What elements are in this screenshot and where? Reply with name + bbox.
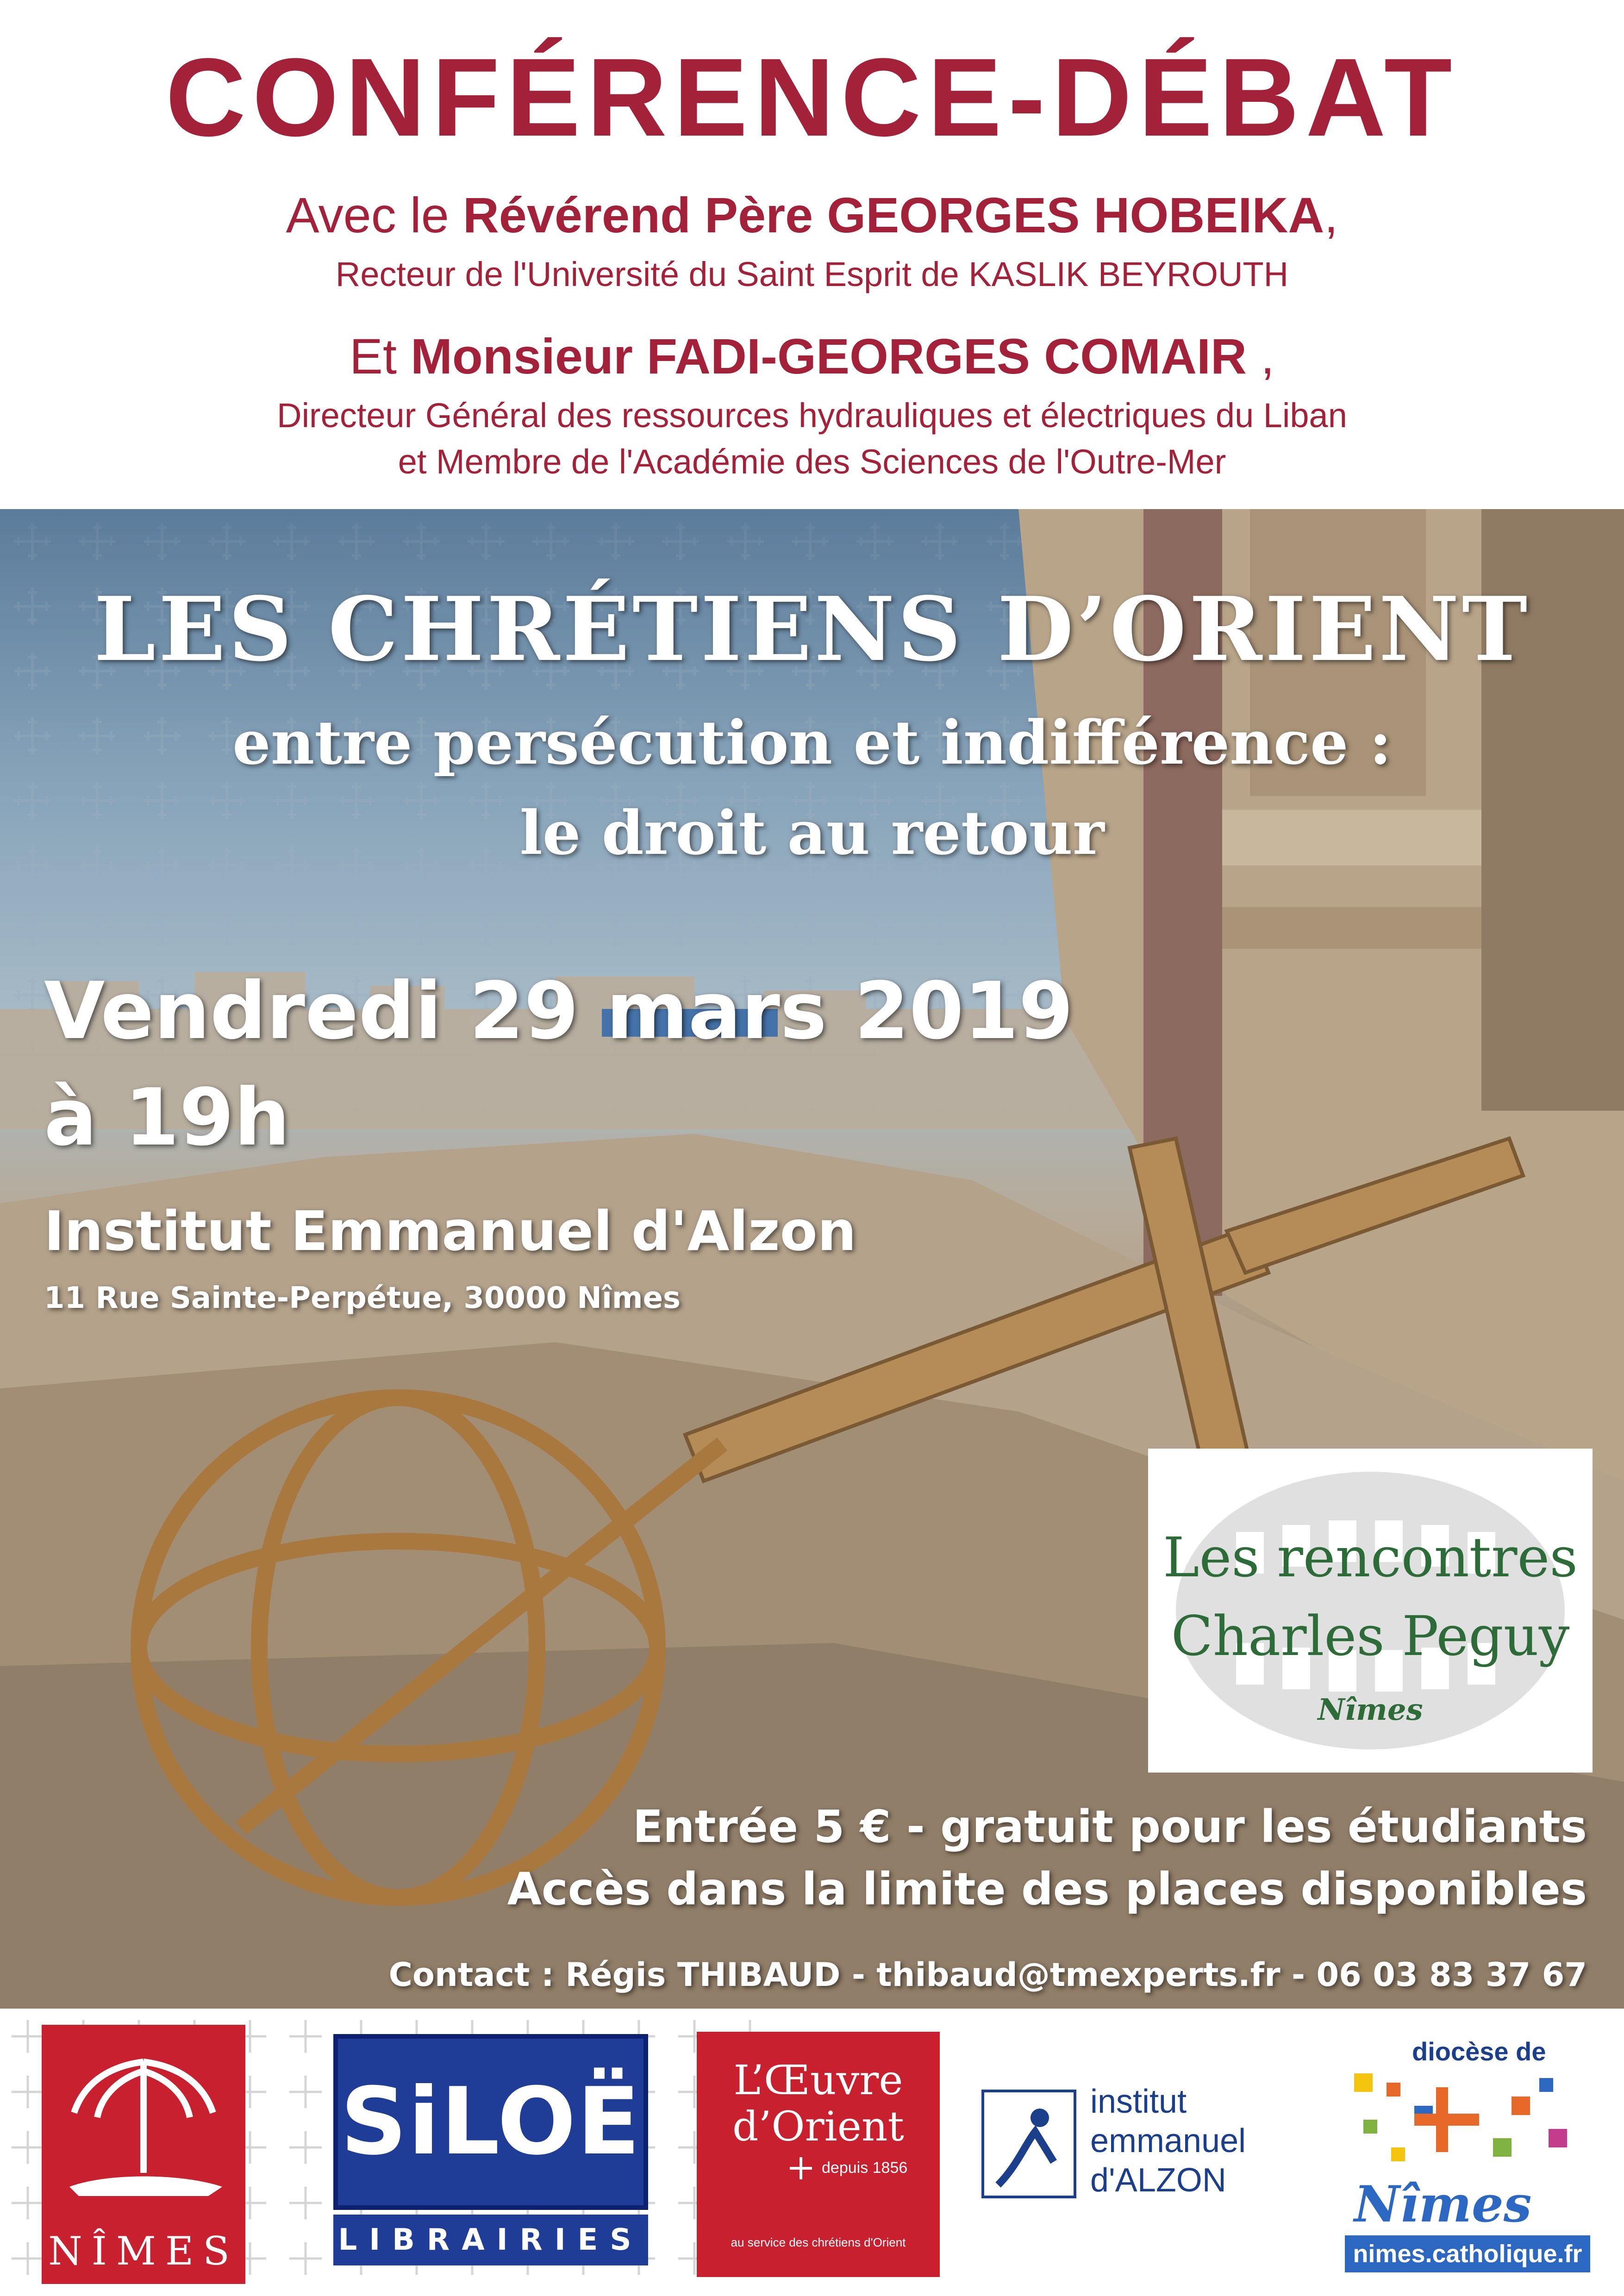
venue-address: 11 Rue Sainte-Perpétue, 30000 Nîmes xyxy=(44,1281,681,1315)
nimes-logo xyxy=(42,2025,245,2284)
crocodile-palm-icon xyxy=(42,2034,245,2238)
institut-emmanuel-alzon-logo xyxy=(981,2078,1296,2226)
oeuvre-tagline: au service des chrétiens d'Orient xyxy=(731,2235,906,2249)
peguy-line2: Charles Peguy xyxy=(1171,1604,1570,1668)
speaker2-role-line2: et Membre de l'Académie des Sciences de l'Outre-Mer xyxy=(398,442,1226,481)
runner-icon xyxy=(984,2092,1074,2196)
event-title: LES CHRÉTIENS D’ORIENT xyxy=(94,578,1530,681)
peguy-line1: Les rencontres xyxy=(1163,1525,1578,1589)
event-photo-panel xyxy=(0,509,1624,2009)
event-date: Vendredi 29 mars 2019 xyxy=(44,965,1074,1057)
contact-info: Contact : Régis THIBAUD - thibaud@tmexperts.fr - 06 03 83 37 67 xyxy=(388,1956,1587,1994)
charles-peguy-logo xyxy=(1148,1449,1593,1773)
iea-line1: institut xyxy=(1090,2083,1187,2120)
oeuvre-line1: L’Œuvre xyxy=(733,2056,903,2104)
oeuvre-since: depuis 1856 xyxy=(822,2159,908,2177)
iea-emblem-box xyxy=(981,2090,1076,2198)
nimes-label: NÎMES xyxy=(48,2228,239,2274)
event-time: à 19h xyxy=(44,1072,290,1164)
jerusalem-cross-icon xyxy=(787,2154,815,2182)
oeuvre-orient-logo xyxy=(697,2032,940,2277)
event-subtitle-line2: le droit au retour xyxy=(519,797,1105,868)
speaker2-prefix: Et xyxy=(349,328,411,384)
diocese-top-text: diocèse de xyxy=(1412,2037,1546,2066)
header xyxy=(0,0,1624,509)
partner-logos xyxy=(0,2009,1624,2296)
siloe-name: SiLOË xyxy=(340,2068,641,2176)
speaker2-role-line1: Directeur Général des ressources hydrauliques et électriques du Liban xyxy=(277,396,1347,435)
siloe-logo xyxy=(333,2034,648,2265)
entry-access: Accès dans la limite des places disponibles xyxy=(507,1863,1587,1915)
speaker1-role: Recteur de l'Université du Saint Esprit de KASLIK BEYROUTH xyxy=(335,255,1289,293)
speaker2-line xyxy=(0,326,1624,386)
peguy-city: Nîmes xyxy=(1318,1692,1423,1727)
speaker1-suffix: , xyxy=(1324,187,1338,243)
speaker2-name: Monsieur FADI-GEORGES COMAIR xyxy=(410,328,1247,384)
iea-line2: emmanuel xyxy=(1090,2122,1246,2159)
oeuvre-line2: d’Orient xyxy=(732,2103,904,2150)
event-subtitle-line1: entre persécution et indifférence : xyxy=(232,707,1392,778)
speaker1-name: Révérend Père GEORGES HOBEIKA xyxy=(462,187,1324,243)
diocese-city: Nîmes xyxy=(1354,2175,1532,2234)
conference-title: CONFÉRENCE-DÉBAT xyxy=(165,35,1459,159)
diocese-nimes-logo xyxy=(1345,2036,1590,2277)
speaker1-line xyxy=(0,185,1624,245)
venue-name: Institut Emmanuel d'Alzon xyxy=(44,1199,856,1263)
speaker1-prefix: Avec le xyxy=(286,187,463,243)
siloe-subtitle: LIBRAIRIES xyxy=(333,2215,648,2265)
entry-price: Entrée 5 € - gratuit pour les étudiants xyxy=(632,1801,1587,1853)
speaker2-suffix: , xyxy=(1247,328,1275,384)
iea-line3: d'ALZON xyxy=(1090,2162,1226,2199)
diocese-url: nimes.catholique.fr xyxy=(1345,2235,1590,2272)
